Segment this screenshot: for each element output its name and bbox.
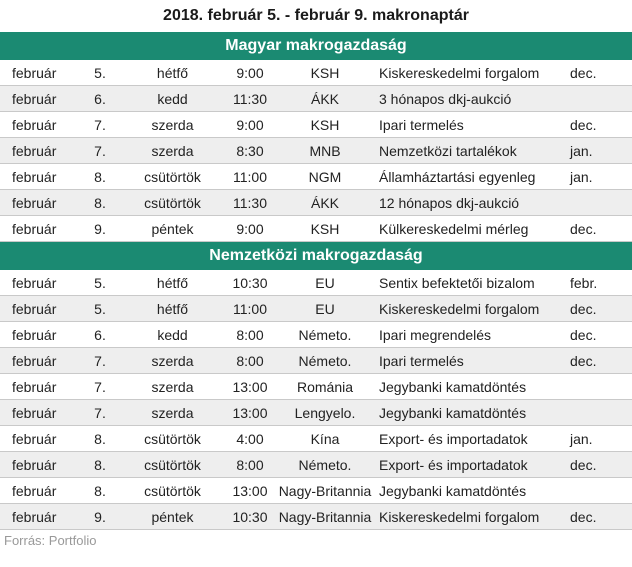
source-cell: KSH [275, 112, 375, 138]
source-cell: KSH [275, 60, 375, 86]
source-cell: EU [275, 270, 375, 296]
event-cell: Export- és importadatok [375, 452, 564, 478]
table-row [0, 216, 632, 242]
day-cell: 5. [80, 296, 120, 322]
month-cell: február [0, 426, 80, 452]
calendar-title: 2018. február 5. - február 9. makronaptár [163, 7, 469, 24]
day-cell: 9. [80, 216, 120, 242]
time-cell: 4:00 [225, 426, 275, 452]
time-cell: 10:30 [225, 504, 275, 530]
period-cell [564, 374, 632, 400]
event-cell: Ipari termelés [375, 348, 564, 374]
section-heading-hungarian: Magyar makrogazdaság [0, 32, 632, 60]
month-cell: február [0, 270, 80, 296]
event-cell: Nemzetközi tartalékok [375, 138, 564, 164]
table-row [0, 164, 632, 190]
weekday-cell: hétfő [120, 270, 225, 296]
section-heading-international: Nemzetközi makrogazdaság [0, 242, 632, 270]
table-row [0, 478, 632, 504]
weekday-cell: csütörtök [120, 190, 225, 216]
source-cell: KSH [275, 216, 375, 242]
table-row [0, 138, 632, 164]
source-cell: ÁKK [275, 190, 375, 216]
weekday-cell: kedd [120, 86, 225, 112]
table-row [0, 270, 632, 296]
table-row [0, 452, 632, 478]
event-cell: Jegybanki kamatdöntés [375, 478, 564, 504]
table-row [0, 60, 632, 86]
event-cell: Jegybanki kamatdöntés [375, 400, 564, 426]
time-cell: 8:30 [225, 138, 275, 164]
period-cell: dec. [564, 112, 632, 138]
table-row [0, 400, 632, 426]
time-cell: 9:00 [225, 216, 275, 242]
month-cell: február [0, 60, 80, 86]
event-cell: Kiskereskedelmi forgalom [375, 60, 564, 86]
event-cell: Államháztartási egyenleg [375, 164, 564, 190]
weekday-cell: szerda [120, 112, 225, 138]
event-cell: Ipari megrendelés [375, 322, 564, 348]
day-cell: 7. [80, 138, 120, 164]
period-cell [564, 190, 632, 216]
month-cell: február [0, 190, 80, 216]
day-cell: 8. [80, 426, 120, 452]
weekday-cell: csütörtök [120, 452, 225, 478]
month-cell: február [0, 216, 80, 242]
source-cell: MNB [275, 138, 375, 164]
time-cell: 13:00 [225, 374, 275, 400]
time-cell: 9:00 [225, 60, 275, 86]
source-cell: Nagy-Britannia [275, 478, 375, 504]
period-cell: jan. [564, 138, 632, 164]
period-cell: jan. [564, 426, 632, 452]
source-cell: Nagy-Britannia [275, 504, 375, 530]
time-cell: 11:00 [225, 164, 275, 190]
time-cell: 8:00 [225, 348, 275, 374]
day-cell: 7. [80, 348, 120, 374]
source-cell: EU [275, 296, 375, 322]
weekday-cell: csütörtök [120, 426, 225, 452]
time-cell: 8:00 [225, 322, 275, 348]
day-cell: 8. [80, 190, 120, 216]
month-cell: február [0, 112, 80, 138]
event-cell: Export- és importadatok [375, 426, 564, 452]
period-cell [564, 400, 632, 426]
month-cell: február [0, 322, 80, 348]
month-cell: február [0, 348, 80, 374]
weekday-cell: kedd [120, 322, 225, 348]
day-cell: 7. [80, 112, 120, 138]
period-cell: febr. [564, 270, 632, 296]
event-cell: Külkereskedelmi mérleg [375, 216, 564, 242]
day-cell: 6. [80, 86, 120, 112]
period-cell: dec. [564, 60, 632, 86]
event-cell: Kiskereskedelmi forgalom [375, 504, 564, 530]
source-cell: Lengyelo. [275, 400, 375, 426]
hungarian-events-table [0, 60, 632, 242]
table-row [0, 348, 632, 374]
month-cell: február [0, 138, 80, 164]
period-cell: dec. [564, 322, 632, 348]
time-cell: 13:00 [225, 478, 275, 504]
source-cell: Németo. [275, 452, 375, 478]
time-cell: 11:00 [225, 296, 275, 322]
period-cell: dec. [564, 216, 632, 242]
day-cell: 6. [80, 322, 120, 348]
table-row [0, 86, 632, 112]
weekday-cell: csütörtök [120, 164, 225, 190]
time-cell: 11:30 [225, 190, 275, 216]
month-cell: február [0, 478, 80, 504]
source-cell: NGM [275, 164, 375, 190]
time-cell: 9:00 [225, 112, 275, 138]
time-cell: 8:00 [225, 452, 275, 478]
source-cell: Kína [275, 426, 375, 452]
weekday-cell: szerda [120, 138, 225, 164]
weekday-cell: hétfő [120, 296, 225, 322]
source-cell: Németo. [275, 348, 375, 374]
month-cell: február [0, 400, 80, 426]
month-cell: február [0, 452, 80, 478]
source-cell: Németo. [275, 322, 375, 348]
event-cell: Sentix befektetői bizalom [375, 270, 564, 296]
table-row [0, 504, 632, 530]
day-cell: 7. [80, 400, 120, 426]
event-cell: Jegybanki kamatdöntés [375, 374, 564, 400]
time-cell: 13:00 [225, 400, 275, 426]
source-cell: Románia [275, 374, 375, 400]
day-cell: 7. [80, 374, 120, 400]
month-cell: február [0, 374, 80, 400]
month-cell: február [0, 164, 80, 190]
event-cell: Kiskereskedelmi forgalom [375, 296, 564, 322]
day-cell: 8. [80, 164, 120, 190]
period-cell: dec. [564, 348, 632, 374]
source-note: Forrás: Portfolio [4, 533, 97, 548]
day-cell: 9. [80, 504, 120, 530]
event-cell: 12 hónapos dkj-aukció [375, 190, 564, 216]
table-row [0, 426, 632, 452]
day-cell: 5. [80, 60, 120, 86]
weekday-cell: csütörtök [120, 478, 225, 504]
weekday-cell: hétfő [120, 60, 225, 86]
weekday-cell: péntek [120, 504, 225, 530]
period-cell: dec. [564, 296, 632, 322]
event-cell: Ipari termelés [375, 112, 564, 138]
table-row [0, 374, 632, 400]
month-cell: február [0, 296, 80, 322]
period-cell: dec. [564, 452, 632, 478]
weekday-cell: szerda [120, 374, 225, 400]
international-events-table [0, 270, 632, 530]
day-cell: 8. [80, 478, 120, 504]
weekday-cell: péntek [120, 216, 225, 242]
day-cell: 8. [80, 452, 120, 478]
period-cell: dec. [564, 504, 632, 530]
month-cell: február [0, 86, 80, 112]
event-cell: 3 hónapos dkj-aukció [375, 86, 564, 112]
source-cell: ÁKK [275, 86, 375, 112]
day-cell: 5. [80, 270, 120, 296]
table-row [0, 296, 632, 322]
period-cell: jan. [564, 164, 632, 190]
table-row [0, 322, 632, 348]
table-row [0, 190, 632, 216]
period-cell [564, 86, 632, 112]
time-cell: 10:30 [225, 270, 275, 296]
time-cell: 11:30 [225, 86, 275, 112]
table-row [0, 112, 632, 138]
weekday-cell: szerda [120, 400, 225, 426]
weekday-cell: szerda [120, 348, 225, 374]
period-cell [564, 478, 632, 504]
month-cell: február [0, 504, 80, 530]
